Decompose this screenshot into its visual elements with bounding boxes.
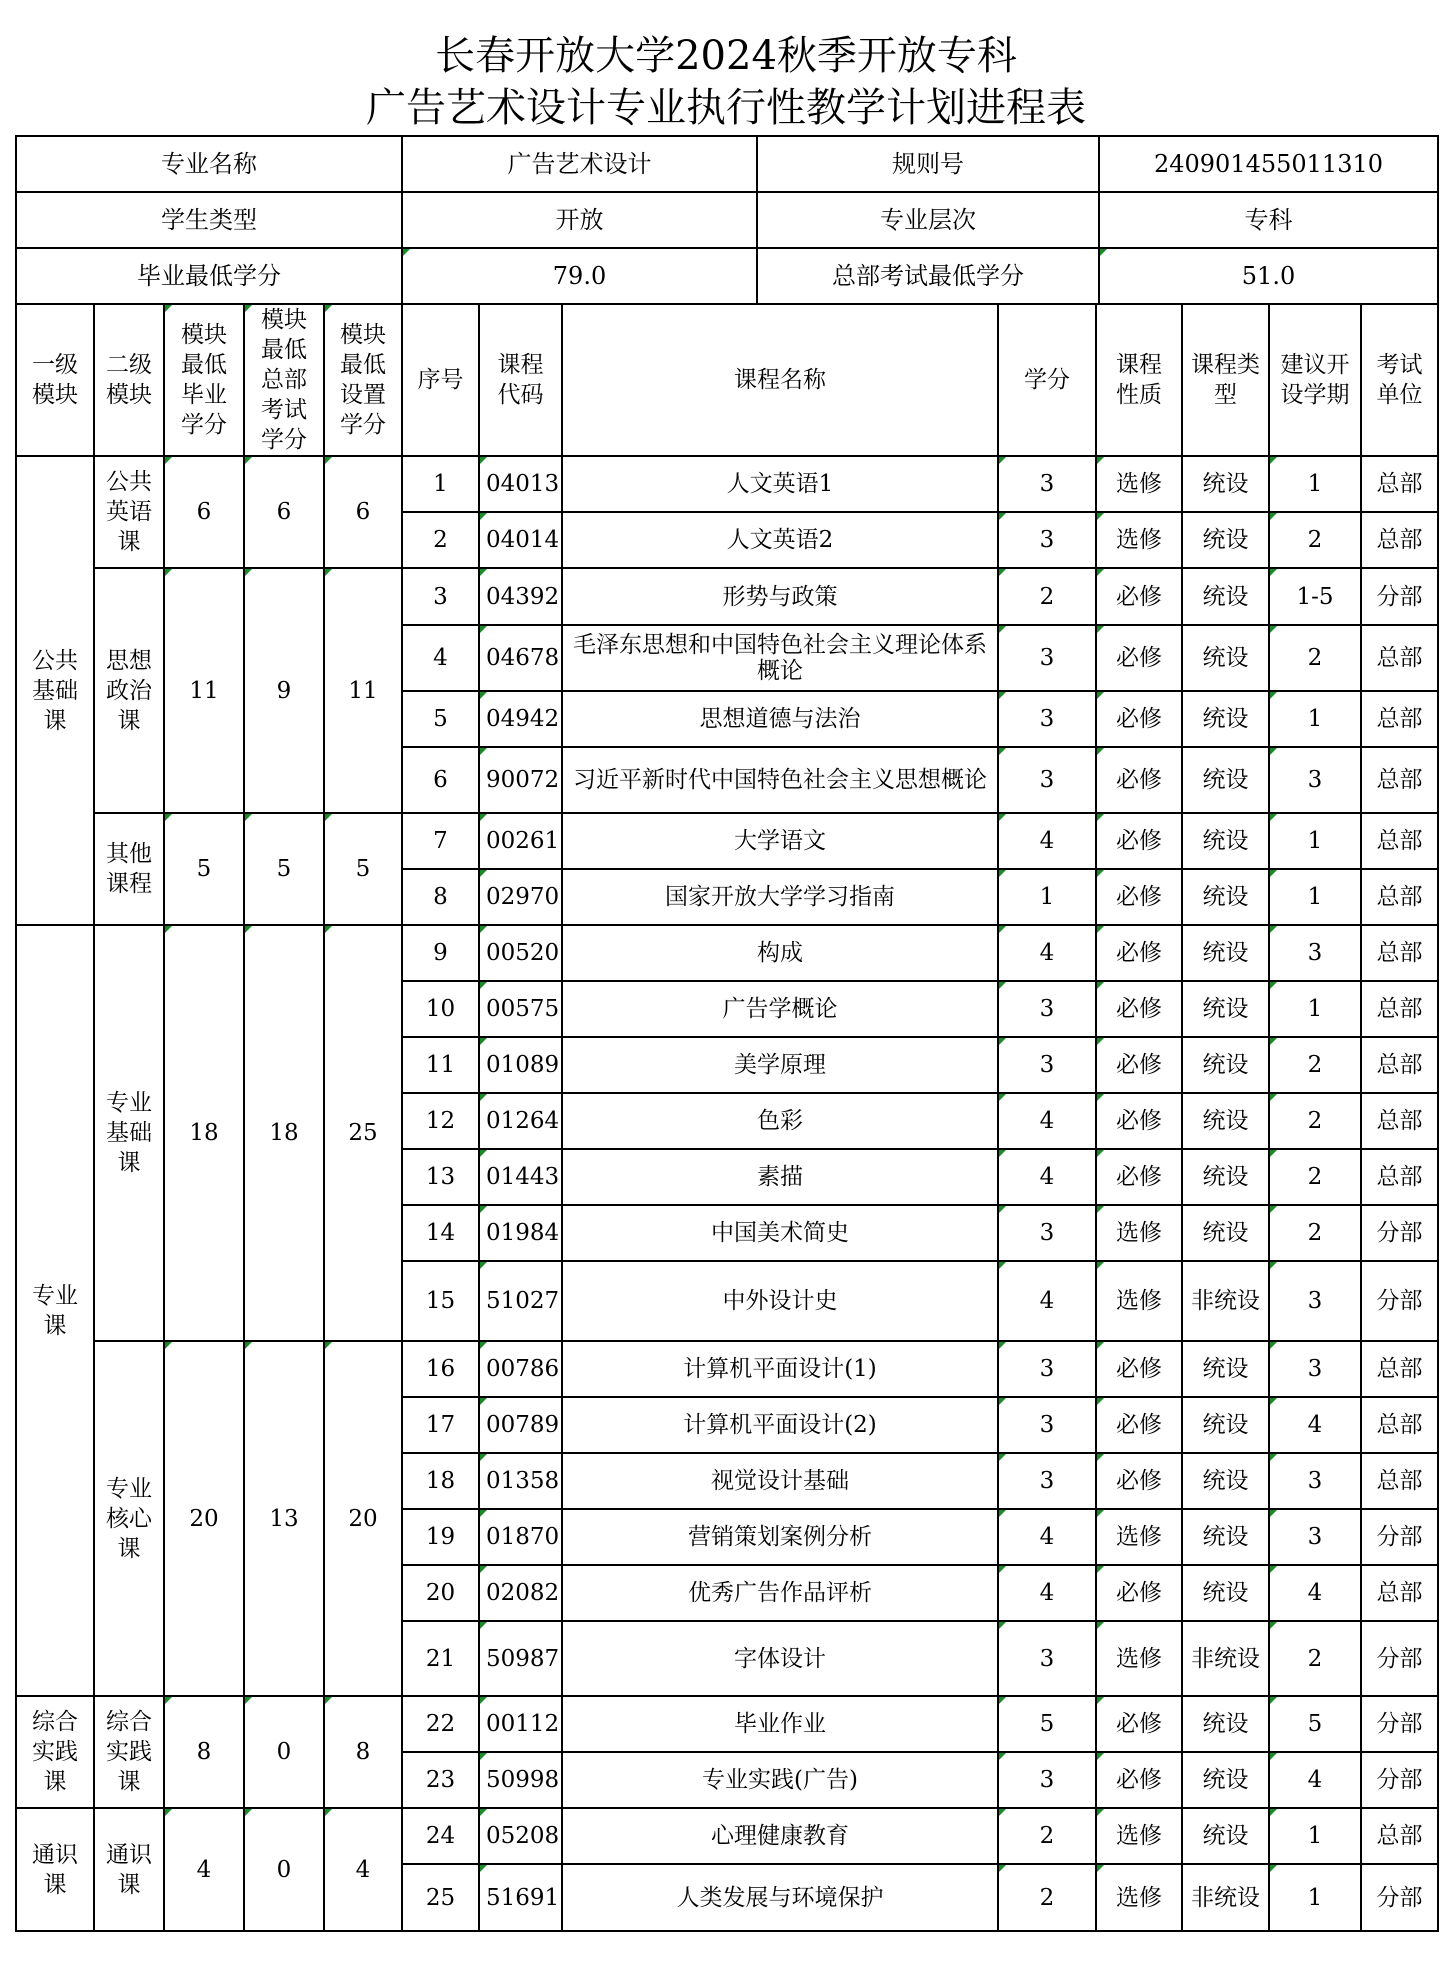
course-code: 02970 (479, 869, 562, 925)
course-nature: 必修 (1096, 1752, 1182, 1808)
course-credit: 2 (998, 568, 1096, 625)
course-seq: 6 (402, 747, 479, 813)
course-type: 统设 (1182, 813, 1269, 869)
course-seq: 16 (402, 1341, 479, 1397)
course-term: 5 (1269, 1696, 1361, 1752)
course-exam: 总部 (1361, 813, 1438, 869)
course-type: 统设 (1182, 1696, 1269, 1752)
level-label: 专业层次 (757, 192, 1099, 248)
course-seq: 12 (402, 1093, 479, 1149)
course-type: 统设 (1182, 981, 1269, 1037)
course-code: 00112 (479, 1696, 562, 1752)
min-credit-label: 毕业最低学分 (16, 248, 402, 304)
course-nature: 选修 (1096, 1864, 1182, 1931)
document-title (15, 15, 1437, 135)
level1-module: 通识课 (16, 1808, 94, 1931)
course-nature: 必修 (1096, 869, 1182, 925)
course-nature: 选修 (1096, 1261, 1182, 1341)
course-seq: 11 (402, 1037, 479, 1093)
course-type: 统设 (1182, 568, 1269, 625)
course-term: 3 (1269, 925, 1361, 981)
course-code: 04678 (479, 625, 562, 691)
course-exam: 总部 (1361, 456, 1438, 512)
course-credit: 2 (998, 1808, 1096, 1864)
module-min-grad-credit: 6 (164, 456, 244, 568)
course-type: 统设 (1182, 925, 1269, 981)
course-code: 50998 (479, 1752, 562, 1808)
module-min-hq-credit: 13 (244, 1341, 324, 1696)
course-nature: 选修 (1096, 1205, 1182, 1261)
course-seq: 9 (402, 925, 479, 981)
module-min-set-credit: 11 (324, 568, 402, 813)
course-seq: 18 (402, 1453, 479, 1509)
course-type: 统设 (1182, 1341, 1269, 1397)
course-term: 3 (1269, 1509, 1361, 1565)
header-credit: 学分 (998, 304, 1096, 456)
course-type: 统设 (1182, 1149, 1269, 1205)
course-nature: 必修 (1096, 1341, 1182, 1397)
title-line-1: 长春开放大学2024秋季开放专科 (435, 33, 1017, 79)
header-level2: 二级模块 (94, 304, 164, 456)
course-seq: 8 (402, 869, 479, 925)
course-name: 人文英语2 (562, 512, 998, 568)
course-exam: 总部 (1361, 1341, 1438, 1397)
course-term: 3 (1269, 1341, 1361, 1397)
min-credit-value: 79.0 (402, 248, 757, 304)
course-exam: 总部 (1361, 981, 1438, 1037)
course-nature: 选修 (1096, 456, 1182, 512)
level-value: 专科 (1099, 192, 1438, 248)
header-min-hq: 模块最低总部考试学分 (244, 304, 324, 456)
course-type: 统设 (1182, 1752, 1269, 1808)
module-min-set-credit: 6 (324, 456, 402, 568)
course-exam: 分部 (1361, 1205, 1438, 1261)
rule-value: 240901455011310 (1099, 136, 1438, 192)
course-credit: 4 (998, 1261, 1096, 1341)
course-exam: 总部 (1361, 1453, 1438, 1509)
module-min-set-credit: 25 (324, 925, 402, 1341)
course-nature: 必修 (1096, 1149, 1182, 1205)
course-code: 00575 (479, 981, 562, 1037)
course-nature: 必修 (1096, 981, 1182, 1037)
course-term: 1 (1269, 869, 1361, 925)
course-name: 美学原理 (562, 1037, 998, 1093)
course-name: 中外设计史 (562, 1261, 998, 1341)
course-nature: 必修 (1096, 1093, 1182, 1149)
module-min-grad-credit: 11 (164, 568, 244, 813)
course-code: 05208 (479, 1808, 562, 1864)
course-seq: 21 (402, 1621, 479, 1696)
course-credit: 3 (998, 1397, 1096, 1453)
course-exam: 总部 (1361, 691, 1438, 747)
module-min-set-credit: 20 (324, 1341, 402, 1696)
course-code: 00789 (479, 1397, 562, 1453)
module-min-grad-credit: 4 (164, 1808, 244, 1931)
course-exam: 分部 (1361, 1261, 1438, 1341)
header-level1: 一级模块 (16, 304, 94, 456)
header-term: 建议开设学期 (1269, 304, 1361, 456)
course-name: 优秀广告作品评析 (562, 1565, 998, 1621)
module-min-hq-credit: 6 (244, 456, 324, 568)
header-exam: 考试单位 (1361, 304, 1438, 456)
course-seq: 20 (402, 1565, 479, 1621)
module-min-hq-credit: 9 (244, 568, 324, 813)
course-type: 统设 (1182, 1037, 1269, 1093)
module-min-hq-credit: 18 (244, 925, 324, 1341)
module-min-hq-credit: 5 (244, 813, 324, 925)
course-exam: 总部 (1361, 1565, 1438, 1621)
course-code: 50987 (479, 1621, 562, 1696)
level2-module: 通识课 (94, 1808, 164, 1931)
course-credit: 4 (998, 1509, 1096, 1565)
course-credit: 1 (998, 869, 1096, 925)
course-name: 中国美术简史 (562, 1205, 998, 1261)
course-name: 心理健康教育 (562, 1808, 998, 1864)
course-credit: 3 (998, 691, 1096, 747)
course-exam: 总部 (1361, 625, 1438, 691)
table-row (16, 813, 1438, 869)
course-credit: 3 (998, 747, 1096, 813)
course-exam: 总部 (1361, 747, 1438, 813)
course-type: 统设 (1182, 512, 1269, 568)
course-term: 2 (1269, 1149, 1361, 1205)
course-exam: 总部 (1361, 1149, 1438, 1205)
course-term: 4 (1269, 1565, 1361, 1621)
header-type: 课程类型 (1182, 304, 1269, 456)
course-seq: 4 (402, 625, 479, 691)
table-row (16, 1808, 1438, 1864)
level2-module: 专业核心课 (94, 1341, 164, 1696)
course-nature: 选修 (1096, 1621, 1182, 1696)
course-nature: 必修 (1096, 925, 1182, 981)
course-name: 人类发展与环境保护 (562, 1864, 998, 1931)
course-credit: 4 (998, 1093, 1096, 1149)
course-term: 1-5 (1269, 568, 1361, 625)
course-seq: 5 (402, 691, 479, 747)
module-min-grad-credit: 8 (164, 1696, 244, 1808)
course-exam: 总部 (1361, 512, 1438, 568)
level2-module: 思想政治课 (94, 568, 164, 813)
course-code: 01443 (479, 1149, 562, 1205)
course-exam: 总部 (1361, 1037, 1438, 1093)
course-code: 04014 (479, 512, 562, 568)
course-code: 01089 (479, 1037, 562, 1093)
course-code: 04942 (479, 691, 562, 747)
course-type: 统设 (1182, 1205, 1269, 1261)
course-seq: 17 (402, 1397, 479, 1453)
rule-label: 规则号 (757, 136, 1099, 192)
level1-module: 公共基础课 (16, 456, 94, 925)
course-credit: 3 (998, 512, 1096, 568)
hq-min-credit-label: 总部考试最低学分 (757, 248, 1099, 304)
module-min-grad-credit: 5 (164, 813, 244, 925)
major-value: 广告艺术设计 (402, 136, 757, 192)
course-credit: 3 (998, 1621, 1096, 1696)
student-type-value: 开放 (402, 192, 757, 248)
course-name: 大学语文 (562, 813, 998, 869)
course-credit: 3 (998, 456, 1096, 512)
course-term: 4 (1269, 1752, 1361, 1808)
course-seq: 15 (402, 1261, 479, 1341)
course-term: 1 (1269, 1808, 1361, 1864)
course-credit: 4 (998, 925, 1096, 981)
course-term: 2 (1269, 1037, 1361, 1093)
course-term: 3 (1269, 1453, 1361, 1509)
course-type: 统设 (1182, 1397, 1269, 1453)
course-seq: 19 (402, 1509, 479, 1565)
course-name: 色彩 (562, 1093, 998, 1149)
course-exam: 总部 (1361, 1093, 1438, 1149)
level1-module: 专业课 (16, 925, 94, 1696)
course-credit: 3 (998, 1453, 1096, 1509)
level2-module: 公共英语课 (94, 456, 164, 568)
course-seq: 14 (402, 1205, 479, 1261)
course-type: 非统设 (1182, 1261, 1269, 1341)
hq-min-credit-value: 51.0 (1099, 248, 1438, 304)
course-credit: 4 (998, 813, 1096, 869)
level2-module: 其他课程 (94, 813, 164, 925)
course-type: 非统设 (1182, 1864, 1269, 1931)
course-name: 专业实践(广告) (562, 1752, 998, 1808)
course-nature: 必修 (1096, 625, 1182, 691)
course-name: 习近平新时代中国特色社会主义思想概论 (562, 747, 998, 813)
table-row (16, 568, 1438, 625)
course-seq: 10 (402, 981, 479, 1037)
course-type: 统设 (1182, 625, 1269, 691)
course-exam: 总部 (1361, 869, 1438, 925)
course-term: 2 (1269, 1205, 1361, 1261)
major-label: 专业名称 (16, 136, 402, 192)
course-code: 04392 (479, 568, 562, 625)
module-min-grad-credit: 20 (164, 1341, 244, 1696)
course-name: 营销策划案例分析 (562, 1509, 998, 1565)
course-credit: 4 (998, 1149, 1096, 1205)
course-nature: 选修 (1096, 1808, 1182, 1864)
course-code: 01358 (479, 1453, 562, 1509)
header-nature: 课程性质 (1096, 304, 1182, 456)
module-min-set-credit: 4 (324, 1808, 402, 1931)
course-nature: 必修 (1096, 747, 1182, 813)
course-nature: 必修 (1096, 691, 1182, 747)
course-name: 毕业作业 (562, 1696, 998, 1752)
course-name: 计算机平面设计(1) (562, 1341, 998, 1397)
header-min-set: 模块最低设置学分 (324, 304, 402, 456)
course-nature: 必修 (1096, 1037, 1182, 1093)
course-code: 04013 (479, 456, 562, 512)
header-min-grad: 模块最低毕业学分 (164, 304, 244, 456)
course-term: 1 (1269, 981, 1361, 1037)
course-name: 字体设计 (562, 1621, 998, 1696)
course-credit: 3 (998, 1037, 1096, 1093)
course-code: 02082 (479, 1565, 562, 1621)
course-seq: 1 (402, 456, 479, 512)
table-row (16, 1341, 1438, 1397)
course-nature: 必修 (1096, 568, 1182, 625)
course-exam: 总部 (1361, 925, 1438, 981)
module-min-set-credit: 5 (324, 813, 402, 925)
header-code: 课程代码 (479, 304, 562, 456)
course-seq: 22 (402, 1696, 479, 1752)
title-line-2: 广告艺术设计专业执行性教学计划进程表 (366, 85, 1086, 131)
course-type: 统设 (1182, 691, 1269, 747)
course-exam: 分部 (1361, 1696, 1438, 1752)
course-term: 1 (1269, 1864, 1361, 1931)
course-term: 1 (1269, 813, 1361, 869)
course-seq: 3 (402, 568, 479, 625)
course-nature: 必修 (1096, 1397, 1182, 1453)
course-credit: 3 (998, 1205, 1096, 1261)
course-seq: 25 (402, 1864, 479, 1931)
course-credit: 3 (998, 981, 1096, 1037)
course-name: 计算机平面设计(2) (562, 1397, 998, 1453)
course-code: 01870 (479, 1509, 562, 1565)
course-term: 2 (1269, 512, 1361, 568)
course-name: 毛泽东思想和中国特色社会主义理论体系概论 (562, 625, 998, 691)
course-name: 构成 (562, 925, 998, 981)
table-row (16, 1696, 1438, 1752)
course-credit: 3 (998, 1341, 1096, 1397)
course-exam: 分部 (1361, 1509, 1438, 1565)
course-nature: 必修 (1096, 1453, 1182, 1509)
table-row (16, 925, 1438, 981)
module-min-hq-credit: 0 (244, 1808, 324, 1931)
course-credit: 4 (998, 1565, 1096, 1621)
course-name: 形势与政策 (562, 568, 998, 625)
info-table (15, 135, 1439, 305)
header-seq: 序号 (402, 304, 479, 456)
course-exam: 分部 (1361, 568, 1438, 625)
course-credit: 5 (998, 1696, 1096, 1752)
level2-module: 专业基础课 (94, 925, 164, 1341)
course-nature: 必修 (1096, 1696, 1182, 1752)
course-term: 2 (1269, 625, 1361, 691)
course-credit: 3 (998, 1752, 1096, 1808)
course-seq: 7 (402, 813, 479, 869)
level2-module: 综合实践课 (94, 1696, 164, 1808)
course-code: 00261 (479, 813, 562, 869)
course-code: 00520 (479, 925, 562, 981)
course-seq: 24 (402, 1808, 479, 1864)
course-type: 非统设 (1182, 1621, 1269, 1696)
course-type: 统设 (1182, 1093, 1269, 1149)
course-nature: 必修 (1096, 1565, 1182, 1621)
course-type: 统设 (1182, 456, 1269, 512)
course-exam: 分部 (1361, 1621, 1438, 1696)
course-seq: 13 (402, 1149, 479, 1205)
course-type: 统设 (1182, 1565, 1269, 1621)
course-code: 01264 (479, 1093, 562, 1149)
course-term: 1 (1269, 691, 1361, 747)
course-credit: 3 (998, 625, 1096, 691)
course-name: 素描 (562, 1149, 998, 1205)
course-term: 3 (1269, 747, 1361, 813)
course-exam: 分部 (1361, 1864, 1438, 1931)
course-name: 人文英语1 (562, 456, 998, 512)
course-exam: 分部 (1361, 1752, 1438, 1808)
module-min-set-credit: 8 (324, 1696, 402, 1808)
course-name: 广告学概论 (562, 981, 998, 1037)
course-name: 思想道德与法治 (562, 691, 998, 747)
header-name: 课程名称 (562, 304, 998, 456)
course-term: 3 (1269, 1261, 1361, 1341)
course-credit: 2 (998, 1864, 1096, 1931)
course-code: 90072 (479, 747, 562, 813)
table-header-row (16, 304, 1438, 456)
course-nature: 必修 (1096, 813, 1182, 869)
course-code: 51691 (479, 1864, 562, 1931)
course-type: 统设 (1182, 869, 1269, 925)
course-code: 01984 (479, 1205, 562, 1261)
course-type: 统设 (1182, 1808, 1269, 1864)
course-plan-table (15, 303, 1439, 1932)
course-name: 国家开放大学学习指南 (562, 869, 998, 925)
course-seq: 23 (402, 1752, 479, 1808)
level1-module: 综合实践课 (16, 1696, 94, 1808)
course-type: 统设 (1182, 747, 1269, 813)
course-seq: 2 (402, 512, 479, 568)
course-name: 视觉设计基础 (562, 1453, 998, 1509)
course-nature: 选修 (1096, 512, 1182, 568)
course-term: 2 (1269, 1621, 1361, 1696)
course-term: 1 (1269, 456, 1361, 512)
student-type-label: 学生类型 (16, 192, 402, 248)
course-type: 统设 (1182, 1509, 1269, 1565)
course-term: 4 (1269, 1397, 1361, 1453)
course-term: 2 (1269, 1093, 1361, 1149)
table-row (16, 456, 1438, 512)
course-exam: 总部 (1361, 1397, 1438, 1453)
module-min-grad-credit: 18 (164, 925, 244, 1341)
course-nature: 选修 (1096, 1509, 1182, 1565)
course-exam: 总部 (1361, 1808, 1438, 1864)
module-min-hq-credit: 0 (244, 1696, 324, 1808)
course-code: 00786 (479, 1341, 562, 1397)
course-code: 51027 (479, 1261, 562, 1341)
course-type: 统设 (1182, 1453, 1269, 1509)
